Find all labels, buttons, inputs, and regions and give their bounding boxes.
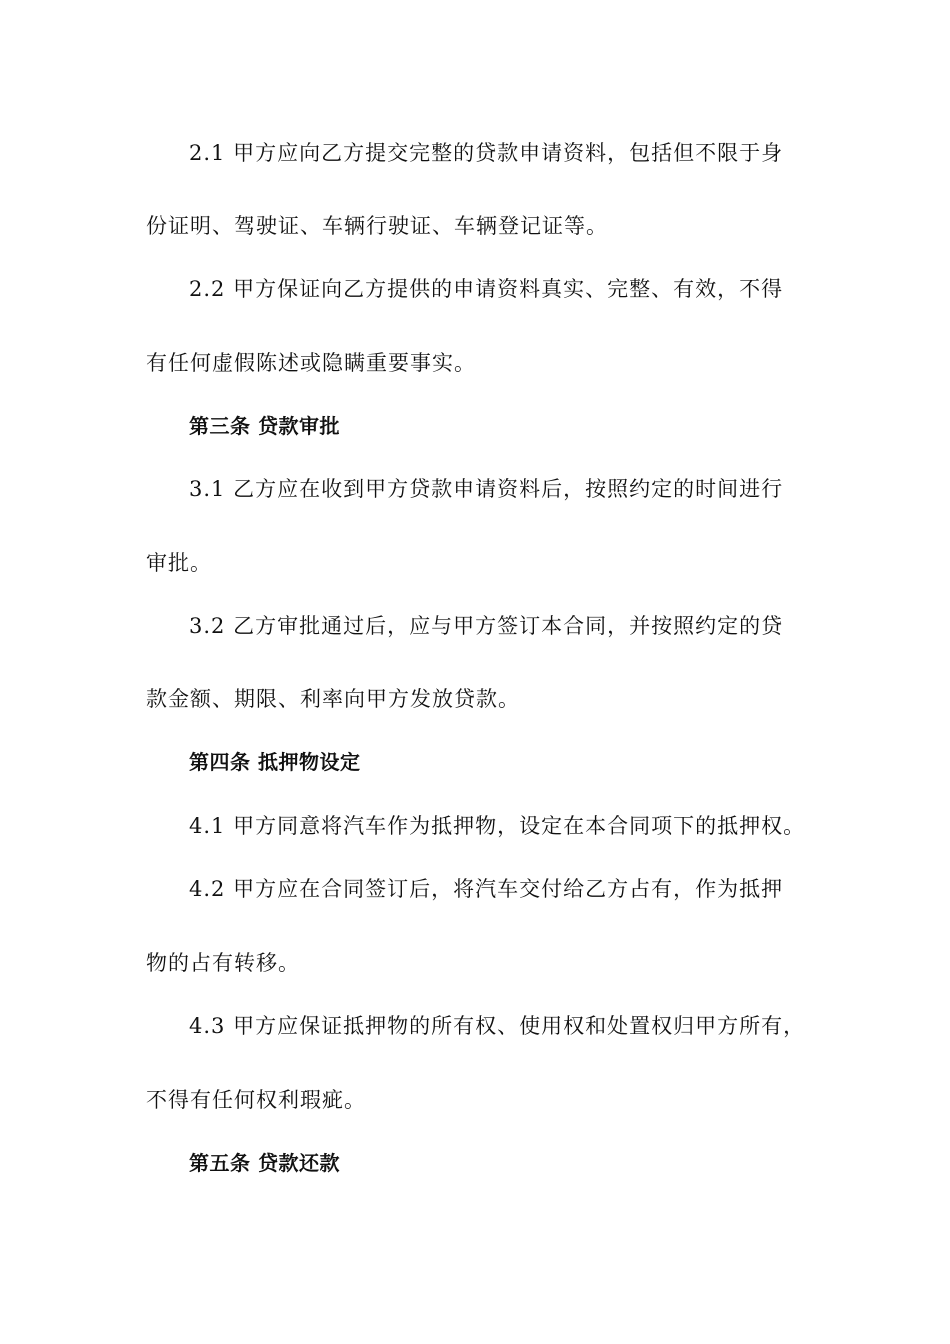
clause-4-2-line-2: 物的占有转移。 xyxy=(146,951,300,975)
clause-3-2-line-2: 款金额、期限、利率向甲方发放贷款。 xyxy=(146,687,520,711)
clause-4-3-line-1: 4.3 甲方应保证抵押物的所有权、使用权和处置权归甲方所有， xyxy=(189,1014,806,1038)
clause-4-1: 4.1 甲方同意将汽车作为抵押物，设定在本合同项下的抵押权。 xyxy=(189,814,806,838)
clause-4-2-line-1: 4.2 甲方应在合同签订后，将汽车交付给乙方占有，作为抵押 xyxy=(189,877,784,901)
article-4-heading: 第四条 抵押物设定 xyxy=(189,750,361,774)
clause-2-2-line-2: 有任何虚假陈述或隐瞒重要事实。 xyxy=(146,351,476,375)
article-5-heading: 第五条 贷款还款 xyxy=(189,1151,340,1175)
clause-4-3-line-2: 不得有任何权利瑕疵。 xyxy=(146,1088,366,1112)
clause-2-1-line-1: 2.1 甲方应向乙方提交完整的贷款申请资料，包括但不限于身 xyxy=(189,141,784,165)
clause-2-2-line-1: 2.2 甲方保证向乙方提供的申请资料真实、完整、有效，不得 xyxy=(189,277,784,301)
article-3-heading: 第三条 贷款审批 xyxy=(189,414,340,438)
clause-3-1-line-2: 审批。 xyxy=(146,551,212,575)
clause-3-1-line-1: 3.1 乙方应在收到甲方贷款申请资料后，按照约定的时间进行 xyxy=(189,477,784,501)
clause-3-2-line-1: 3.2 乙方审批通过后，应与甲方签订本合同，并按照约定的贷 xyxy=(189,614,784,638)
clause-2-1-line-2: 份证明、驾驶证、车辆行驶证、车辆登记证等。 xyxy=(146,214,608,238)
